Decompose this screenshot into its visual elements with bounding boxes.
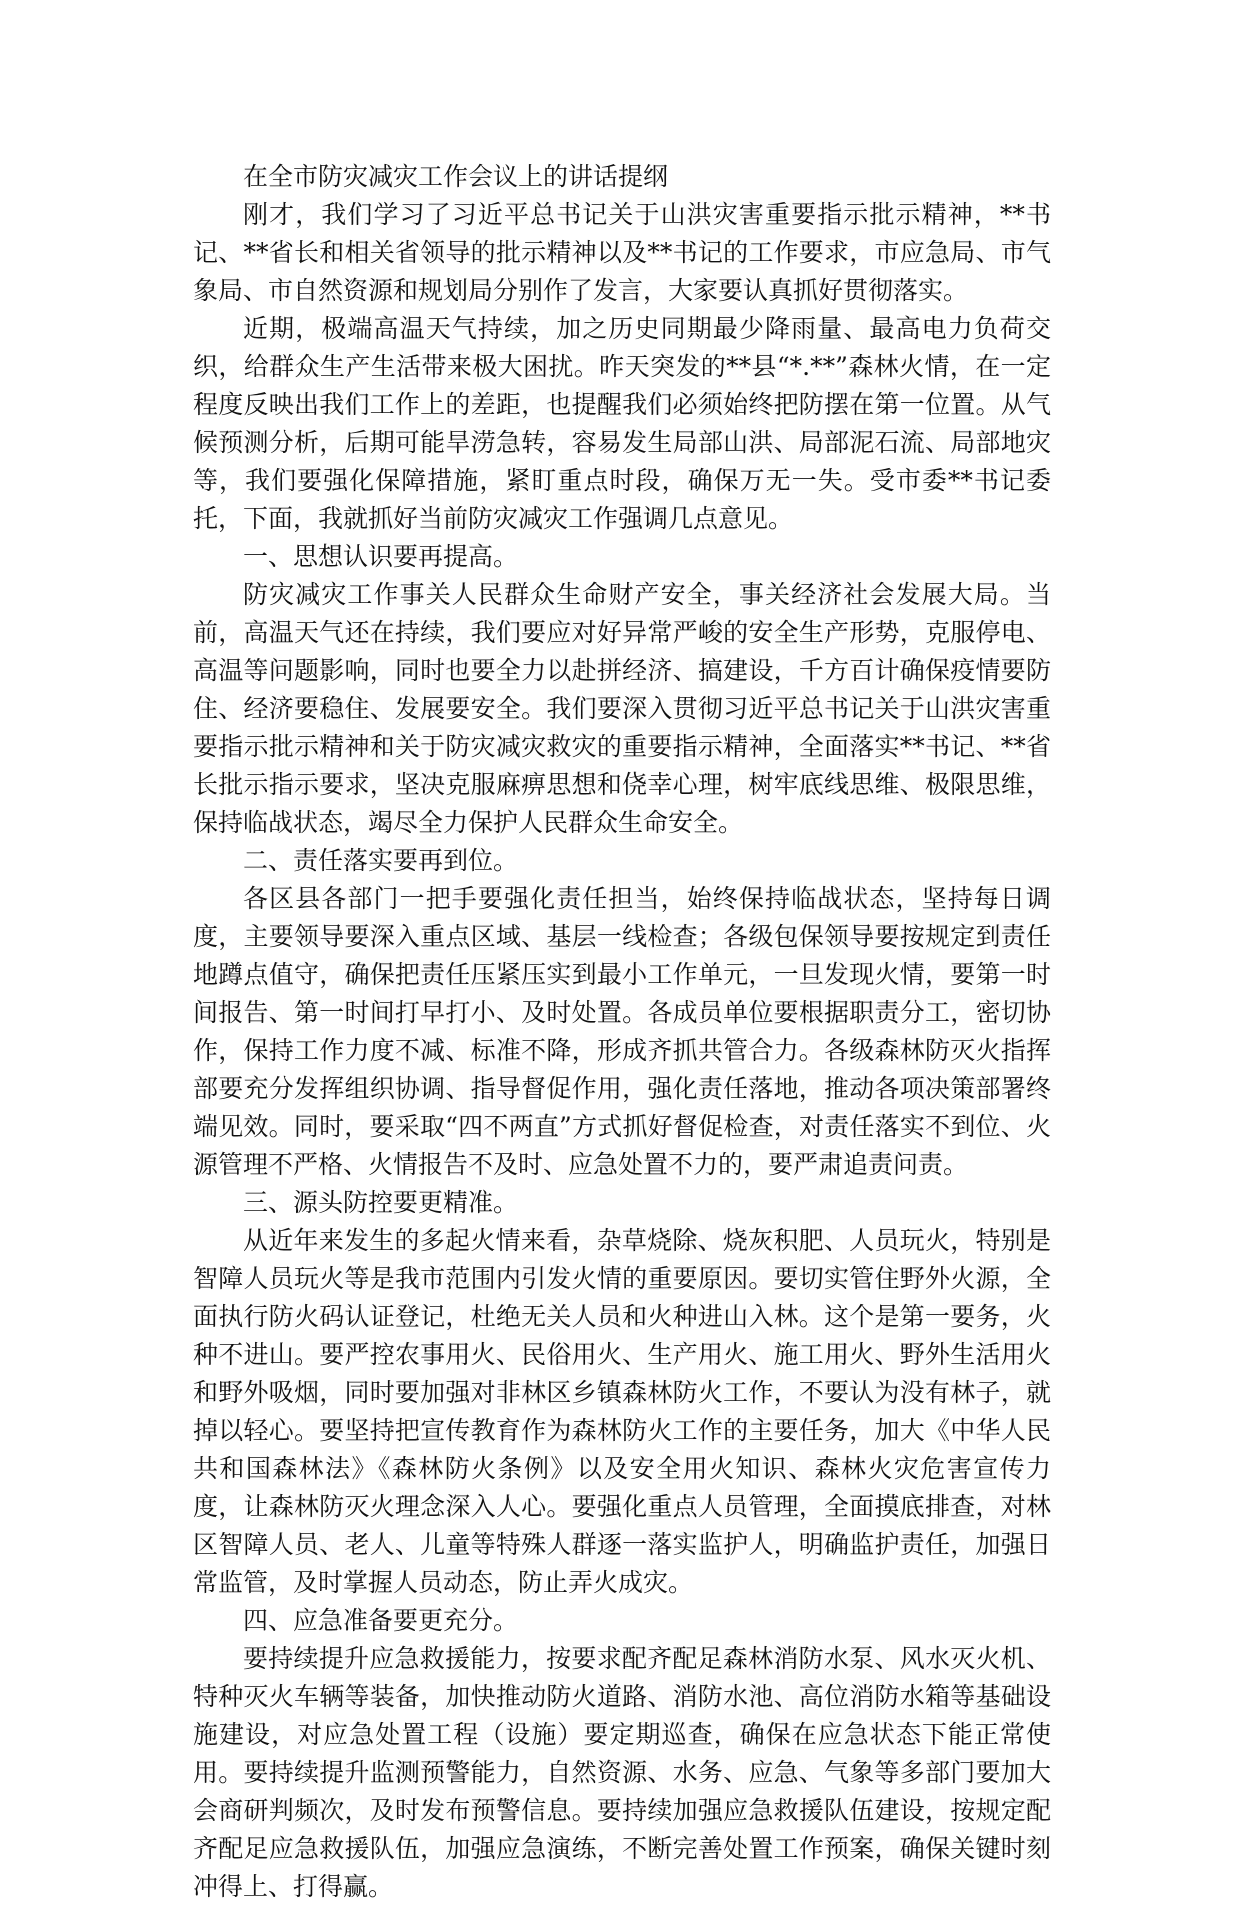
paragraph-background: 近期，极端高温天气持续，加之历史同期最少降雨量、最高电力负荷交织，给群众生产生活带来极大困扰。昨天突发的**县“*.**”森林火情，在一定程度反映出我们工作上的差距，也提醒我们必须始终把防摆在第一位置。从气候预测分析，后期可能旱涝急转，容易发生局部山洪、局部泥石流、局部地灾等，我们要强化保障措施，紧盯重点时段，确保万无一失。受市委**书记委托，下面，我就抓好当前防灾减灾工作强调几点意见。 bbox=[193, 314, 1051, 533]
section-heading-4: 四、应急准备要更充分。 bbox=[243, 1606, 519, 1635]
section-body-2: 各区县各部门一把手要强化责任担当，始终保持临战状态，坚持每日调度，主要领导要深入重点区域、基层一线检查；各级包保领导要按规定到责任地蹲点值守，确保把责任压紧压实到最小工作单元，一旦发现火情，要第一时间报告、第一时间打早打小、及时处置。各成员单位要根据职责分工，密切协作，保持工作力度不减、标准不降，形成齐抓共管合力。各级森林防灭火指挥部要充分发挥组织协调、指导督促作用，强化责任落地，推动各项决策部署终端见效。同时，要采取“四不两直”方式抓好督促检查，对责任落实不到位、火源管理不严格、火情报告不及时、应急处置不力的，要严肃追责问责。 bbox=[193, 884, 1051, 1179]
section-heading-2: 二、责任落实要再到位。 bbox=[243, 846, 519, 875]
section-body-1: 防灾减灾工作事关人民群众生命财产安全，事关经济社会发展大局。当前，高温天气还在持续，我们要应对好异常严峻的安全生产形势，克服停电、高温等问题影响，同时也要全力以赴拼经济、搞建设，千方百计确保疫情要防住、经济要稳住、发展要安全。我们要深入贯彻习近平总书记关于山洪灾害重要指示批示精神和关于防灾减灾救灾的重要指示精神，全面落实**书记、**省长批示指示要求，坚决克服麻痹思想和侥幸心理，树牢底线思维、极限思维，保持临战状态，竭尽全力保护人民群众生命安全。 bbox=[193, 580, 1051, 837]
section-body-4: 要持续提升应急救援能力，按要求配齐配足森林消防水泵、风水灭火机、特种灭火车辆等装备，加快推动防火道路、消防水池、高位消防水箱等基础设施建设，对应急处置工程（设施）要定期巡查，确保在应急状态下能正常使用。要持续提升监测预警能力，自然资源、水务、应急、气象等多部门要加大会商研判频次，及时发布预警信息。要持续加强应急救援队伍建设，按规定配齐配足应急救援队伍，加强应急演练，不断完善处置工作预案，确保关键时刻冲得上、打得赢。 bbox=[193, 1644, 1051, 1901]
section-body-3: 从近年来发生的多起火情来看，杂草烧除、烧灰积肥、人员玩火，特别是智障人员玩火等是我市范围内引发火情的重要原因。要切实管住野外火源，全面执行防火码认证登记，杜绝无关人员和火种进山入林。这个是第一要务，火种不进山。要严控农事用火、民俗用火、生产用火、施工用火、野外生活用火和野外吸烟，同时要加强对非林区乡镇森林防火工作，不要认为没有林子，就掉以轻心。要坚持把宣传教育作为森林防火工作的主要任务，加大《中华人民共和国森林法》《森林防火条例》以及安全用火知识、森林火灾危害宣传力度，让森林防灭火理念深入人心。要强化重点人员管理，全面摸底排查，对林区智障人员、老人、儿童等特殊人群逐一落实监护人，明确监护责任，加强日常监管，及时掌握人员动态，防止弄火成灾。 bbox=[193, 1226, 1051, 1597]
document-page bbox=[193, 158, 1051, 1906]
section-heading-3: 三、源头防控要更精准。 bbox=[243, 1188, 519, 1217]
document-title: 在全市防灾减灾工作会议上的讲话提纲 bbox=[243, 162, 669, 191]
section-heading-1: 一、思想认识要再提高。 bbox=[243, 542, 519, 571]
paragraph-opening: 刚才，我们学习了习近平总书记关于山洪灾害重要指示批示精神，**书记、**省长和相关省领导的批示精神以及**书记的工作要求，市应急局、市气象局、市自然资源和规划局分别作了发言，大家要认真抓好贯彻落实。 bbox=[193, 200, 1051, 305]
